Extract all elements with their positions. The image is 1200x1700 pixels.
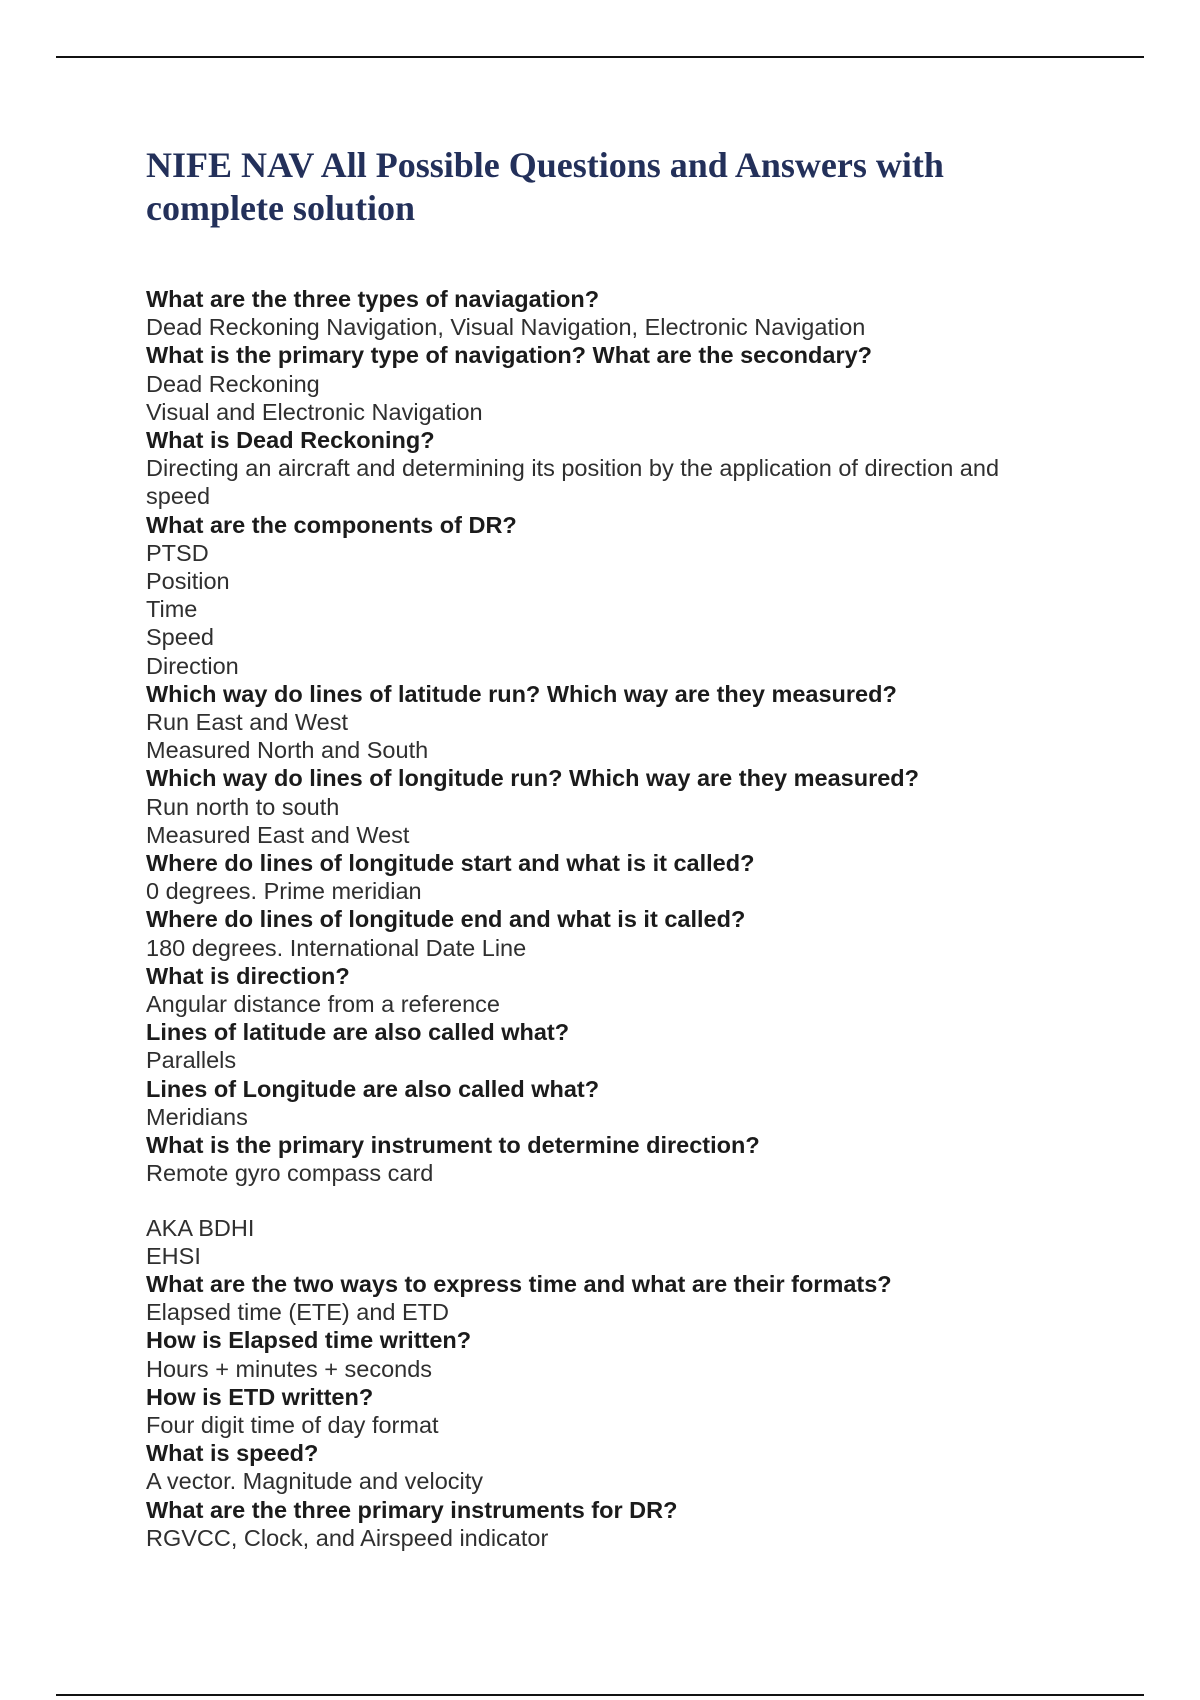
answer-line: speed bbox=[146, 483, 211, 510]
answer-line: Dead Reckoning bbox=[146, 370, 320, 397]
question: How is ETD written? bbox=[146, 1383, 374, 1410]
answer-line: 0 degrees. Prime meridian bbox=[146, 878, 422, 905]
answer-line: Meridians bbox=[146, 1103, 248, 1130]
question: What are the three primary instruments for DR? bbox=[146, 1496, 678, 1523]
title-line-1: NIFE NAV All Possible Questions and Answers with bbox=[146, 145, 944, 185]
answer-line: Position bbox=[146, 568, 230, 595]
question: Lines of Longitude are also called what? bbox=[146, 1075, 600, 1102]
page-title bbox=[146, 144, 1046, 230]
answer-line: Hours + minutes + seconds bbox=[146, 1355, 433, 1382]
answer-line: Parallels bbox=[146, 1047, 237, 1074]
answer-line: Time bbox=[146, 596, 198, 623]
answer-line: Visual and Electronic Navigation bbox=[146, 398, 483, 425]
answer-line: Elapsed time (ETE) and ETD bbox=[146, 1299, 449, 1326]
title-line-2: complete solution bbox=[146, 188, 415, 228]
answer-line: EHSI bbox=[146, 1242, 201, 1269]
answer-line: Four digit time of day format bbox=[146, 1411, 439, 1438]
blank-line bbox=[146, 1188, 1076, 1214]
question: Where do lines of longitude end and what is it called? bbox=[146, 906, 746, 933]
answer-line: A vector. Magnitude and velocity bbox=[146, 1468, 484, 1495]
question: Lines of latitude are also called what? bbox=[146, 1019, 570, 1046]
question: What is speed? bbox=[146, 1440, 319, 1467]
question: What are the two ways to express time and what are their formats? bbox=[146, 1270, 892, 1297]
answer-line: PTSD bbox=[146, 539, 209, 566]
answer-line: Direction bbox=[146, 652, 239, 679]
answer-line: RGVCC, Clock, and Airspeed indicator bbox=[146, 1524, 549, 1551]
answer-line: Measured North and South bbox=[146, 737, 429, 764]
answer-line: Angular distance from a reference bbox=[146, 991, 500, 1018]
footer-rule bbox=[56, 1694, 1144, 1696]
answer-line: Directing an aircraft and determining its position by the application of direction and bbox=[146, 455, 1000, 482]
header-rule bbox=[56, 56, 1144, 58]
question: What is the primary type of navigation? What are the secondary? bbox=[146, 342, 873, 369]
question: Which way do lines of latitude run? Which way are they measured? bbox=[146, 680, 897, 707]
question: How is Elapsed time written? bbox=[146, 1327, 472, 1354]
qa-list bbox=[146, 285, 1076, 1552]
question: Which way do lines of longitude run? Which way are they measured? bbox=[146, 765, 919, 792]
answer-line: 180 degrees. International Date Line bbox=[146, 934, 527, 961]
question: What is the primary instrument to determine direction? bbox=[146, 1132, 760, 1159]
question: What are the components of DR? bbox=[146, 511, 517, 538]
question: What is Dead Reckoning? bbox=[146, 427, 435, 454]
question: Where do lines of longitude start and what is it called? bbox=[146, 850, 755, 877]
question: What is direction? bbox=[146, 962, 350, 989]
answer-line: Speed bbox=[146, 624, 214, 651]
answer-line: Dead Reckoning Navigation, Visual Navigation, Electronic Navigation bbox=[146, 314, 866, 341]
answer-line: Remote gyro compass card bbox=[146, 1160, 434, 1187]
question: What are the three types of naviagation? bbox=[146, 286, 600, 312]
answer-line: AKA BDHI bbox=[146, 1214, 255, 1241]
answer-line: Run north to south bbox=[146, 793, 340, 820]
answer-line: Run East and West bbox=[146, 709, 349, 736]
answer-line: Measured East and West bbox=[146, 821, 410, 848]
